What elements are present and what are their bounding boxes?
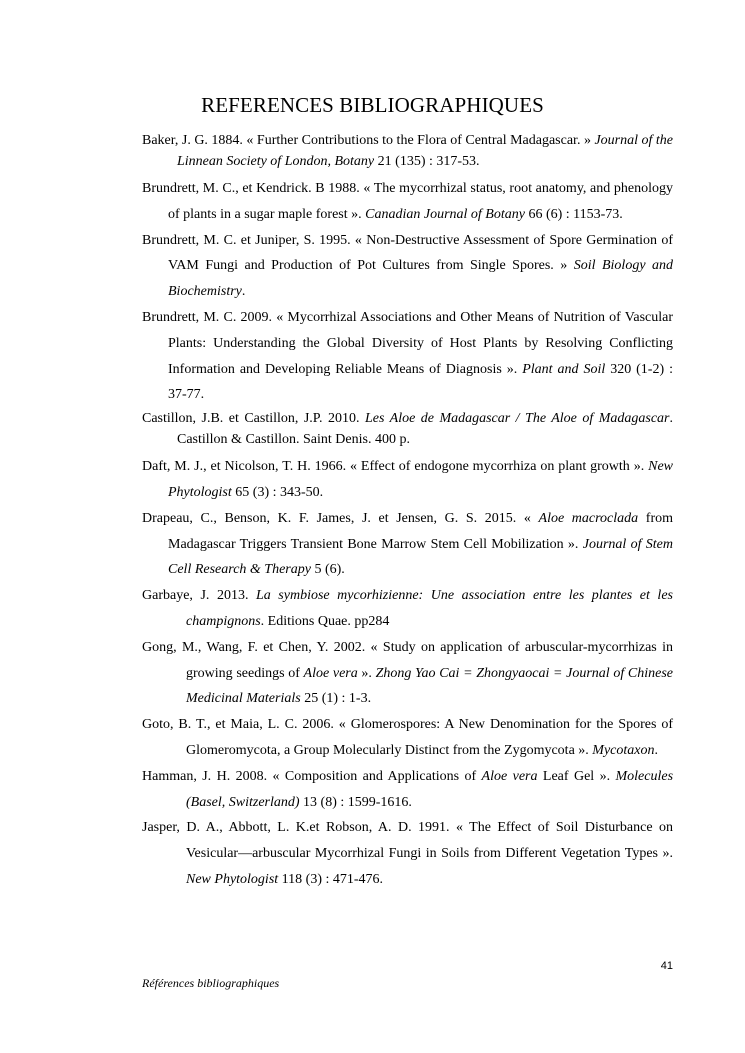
reference-item: Gong, M., Wang, F. et Chen, Y. 2002. « Study on application of arbuscular-mycorrhizas in growing seedings of Aloe vera ». Zhong Yao Cai = Zhongyaocai = Journal of Chinese Medicinal Materials 25 (1) : 1-3. [142,639,673,707]
reference-item: Baker, J. G. 1884. « Further Contributions to the Flora of Central Madagascar. » Journal of the Linnean Society of London, Botany 21 (135) : 317-53. [142,133,674,169]
reference-item: Daft, M. J., et Nicolson, T. H. 1966. « Effect of endogone mycorrhiza on plant growth ». New Phytologist 65 (3) : 343-50. [142,459,673,500]
reference-list [142,130,673,893]
reference-item: Jasper, D. A., Abbott, L. K.et Robson, A. D. 1991. « The Effect of Soil Disturbance on Vesicular—arbuscular Mycorrhizal Fungi in Soils from Different Vegetation Types ». New Phytologist 118 (3) : 471-476. [142,820,673,887]
page-number: 41 [660,960,673,972]
reference-item: Drapeau, C., Benson, K. F. James, J. et Jensen, G. S. 2015. « Aloe macroclada from Madagascar Triggers Transient Bone Marrow Stem Cell Mobilization ». Journal of Stem Cell Research & Therapy 5 (6). [142,510,674,578]
reference-item: Brundrett, M. C., et Kendrick. B 1988. « The mycorrhizal status, root anatomy, and phenology of plants in a sugar maple forest ». Canadian Journal of Botany 66 (6) : 1153-73. [142,181,673,222]
reference-item: Garbaye, J. 2013. La symbiose mycorhizienne: Une association entre les plantes et les champignons. Editions Quae. pp284 [142,588,673,629]
reference-item: Brundrett, M. C. 2009. « Mycorrhizal Associations and Other Means of Nutrition of Vascular Plants: Understanding the Global Diversity of Host Plants by Resolving Conflicting Information and Developing Reliable Means of Diagnosis ». Plant and Soil 320 (1-2) : 37-77. [142,309,673,403]
reference-item: Brundrett, M. C. et Juniper, S. 1995. « Non-Destructive Assessment of Spore Germination of VAM Fungi and Production of Pot Cultures from Single Spores. » Soil Biology and Biochemistry. [142,232,673,300]
page-title: REFERENCES BIBLIOGRAPHIQUES [201,93,544,117]
reference-item: Hamman, J. H. 2008. « Composition and Applications of Aloe vera Leaf Gel ». Molecules (Basel, Switzerland) 13 (8) : 1599-1616. [142,768,674,810]
running-footer: Références bibliographiques [142,976,280,990]
reference-item: Castillon, J.B. et Castillon, J.P. 2010. Les Aloe de Madagascar / The Aloe of Madagascar. Castillon & Castillon. Saint Denis. 400 p. [142,411,673,448]
reference-item: Goto, B. T., et Maia, L. C. 2006. « Glomerospores: A New Denomination for the Spores of Glomeromycota, a Group Molecularly Distinct from the Zygomycota ». Mycotaxon. [142,717,673,758]
